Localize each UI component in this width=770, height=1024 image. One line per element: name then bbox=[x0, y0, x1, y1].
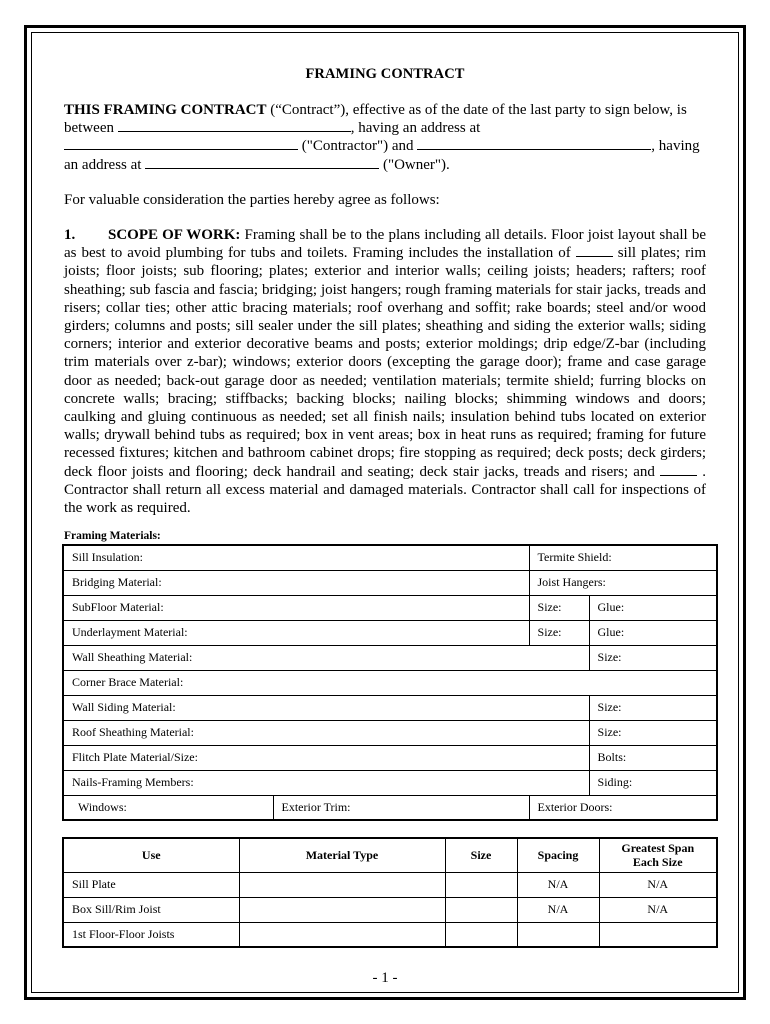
table-row bbox=[63, 595, 717, 620]
underlayment-glue-cell[interactable]: Glue: bbox=[589, 620, 717, 645]
table-row bbox=[63, 645, 717, 670]
table-row bbox=[63, 897, 717, 922]
size-cell[interactable] bbox=[445, 897, 517, 922]
intro-lead: THIS FRAMING CONTRACT bbox=[64, 102, 267, 118]
bolts-cell[interactable]: Bolts: bbox=[589, 745, 717, 770]
underlayment-size-cell[interactable]: Size: bbox=[529, 620, 589, 645]
size-cell[interactable] bbox=[445, 922, 517, 947]
spacing-cell[interactable] bbox=[517, 922, 599, 947]
contractor-name-blank[interactable] bbox=[118, 119, 351, 132]
use-cell: Sill Plate bbox=[63, 872, 239, 897]
framing-materials-table bbox=[62, 544, 718, 821]
table-row bbox=[63, 872, 717, 897]
page-number: - 1 - bbox=[372, 970, 398, 986]
spacing-cell: N/A bbox=[517, 897, 599, 922]
other-items-blank[interactable] bbox=[660, 463, 697, 476]
roof-sheathing-size-cell[interactable]: Size: bbox=[589, 720, 717, 745]
table-row bbox=[63, 795, 717, 820]
wall-siding-material-cell[interactable]: Wall Siding Material: bbox=[63, 695, 589, 720]
material-type-cell[interactable] bbox=[239, 897, 445, 922]
material-type-cell[interactable] bbox=[239, 922, 445, 947]
flitch-plate-cell[interactable]: Flitch Plate Material/Size: bbox=[63, 745, 589, 770]
spacing-cell: N/A bbox=[517, 872, 599, 897]
underlayment-material-cell[interactable]: Underlayment Material: bbox=[63, 620, 529, 645]
material-type-header: Material Type bbox=[239, 838, 445, 872]
framing-members-table bbox=[62, 837, 718, 948]
subfloor-size-cell[interactable]: Size: bbox=[529, 595, 589, 620]
table-row bbox=[63, 670, 717, 695]
greatest-span-header: Greatest Span Each Size bbox=[599, 838, 717, 872]
subfloor-glue-cell[interactable]: Glue: bbox=[589, 595, 717, 620]
termite-shield-cell[interactable]: Termite Shield: bbox=[529, 545, 717, 570]
subfloor-material-cell[interactable]: SubFloor Material: bbox=[63, 595, 529, 620]
scope-paragraph: 1. SCOPE OF WORK: Framing shall be to the plans including all details. Floor joist layout shall be as best to avoid plumbing for tubs and toilets. Framing includes the installation of sill plates; rim joists; floor joists; sub flooring; plates; exterior and interior walls; ceiling joists; headers; rafters; roof sheathing; sub fascia and fascia; bridging; joist hangers; rough framing materials for stair jacks, treads and risers; collar ties; other attic bracing materials; roof overhang and soffit; rake boards; steel and/or wood girders; columns and posts; sill sealer under the sill plates; sheathing and siding the exterior walls; siding corners; interior and exterior decorative beams and posts; exterior moldings; drip edge/Z-bar (including trim materials over z-bar); windows; exterior doors (excepting the garage door); frame and case garage door as needed; back-out garage door as needed; ventilation materials; termite shield; furring blocks on concrete walls; bracing; stiffbacks; backing blocks; nailing blocks; shimming windows and doors; caulking and gluing continuous as needed; set all finish nails; insulation behind tubs located on exterior walls; drywall behind tubs as required; box in vent areas; box in heat runs as required; framing for future recessed fixtures; kitchen and bathroom cabinet drops; fire stopping as required; deck posts; deck girders; deck floor joists and flooring; deck handrail and seating; deck stair jacks, treads and risers; and . Contractor shall return all excess material and damaged materials. Contractor shall call for inspections of the work as required. bbox=[64, 227, 707, 517]
table-row bbox=[63, 695, 717, 720]
sill-plates-blank[interactable] bbox=[576, 244, 613, 257]
span-cell[interactable] bbox=[599, 922, 717, 947]
use-cell: 1st Floor-Floor Joists bbox=[63, 922, 239, 947]
spacing-header: Spacing bbox=[517, 838, 599, 872]
table-row bbox=[63, 720, 717, 745]
exterior-doors-cell[interactable]: Exterior Doors: bbox=[529, 795, 717, 820]
table-row bbox=[63, 770, 717, 795]
use-header: Use bbox=[63, 838, 239, 872]
table-row bbox=[63, 570, 717, 595]
sill-insulation-cell[interactable]: Sill Insulation: bbox=[63, 545, 529, 570]
owner-name-blank[interactable] bbox=[417, 137, 651, 150]
wall-sheathing-material-cell[interactable]: Wall Sheathing Material: bbox=[63, 645, 589, 670]
corner-brace-material-cell[interactable]: Corner Brace Material: bbox=[63, 670, 717, 695]
owner-address-blank[interactable] bbox=[145, 156, 379, 169]
nails-framing-members-cell[interactable]: Nails-Framing Members: bbox=[63, 770, 589, 795]
material-type-cell[interactable] bbox=[239, 872, 445, 897]
wall-sheathing-size-cell[interactable]: Size: bbox=[589, 645, 717, 670]
siding-cell[interactable]: Siding: bbox=[589, 770, 717, 795]
table-header-row bbox=[63, 838, 717, 872]
span-cell: N/A bbox=[599, 897, 717, 922]
framing-materials-label: Framing Materials: bbox=[64, 530, 161, 542]
bridging-material-cell[interactable]: Bridging Material: bbox=[63, 570, 529, 595]
contract-body bbox=[64, 66, 706, 517]
consideration-paragraph: For valuable consideration the parties hereby agree as follows: bbox=[64, 191, 440, 208]
joist-hangers-cell[interactable]: Joist Hangers: bbox=[529, 570, 717, 595]
use-cell: Box Sill/Rim Joist bbox=[63, 897, 239, 922]
windows-cell[interactable]: Windows: bbox=[63, 795, 273, 820]
section-heading: SCOPE OF WORK: bbox=[108, 227, 241, 244]
intro-paragraph: THIS FRAMING CONTRACT (“Contract”), effective as of the date of the last party to sign below, is between , having an address at ("Contractor") and , having an address at ("Owner"). bbox=[64, 102, 700, 173]
contractor-address-blank[interactable] bbox=[64, 137, 298, 150]
size-cell[interactable] bbox=[445, 872, 517, 897]
roof-sheathing-material-cell[interactable]: Roof Sheathing Material: bbox=[63, 720, 589, 745]
table-row bbox=[63, 922, 717, 947]
table-row bbox=[63, 545, 717, 570]
table-row bbox=[63, 620, 717, 645]
wall-siding-size-cell[interactable]: Size: bbox=[589, 695, 717, 720]
span-cell: N/A bbox=[599, 872, 717, 897]
size-header: Size bbox=[445, 838, 517, 872]
document-title: FRAMING CONTRACT bbox=[305, 66, 465, 82]
table-row bbox=[63, 745, 717, 770]
section-number: 1. bbox=[64, 227, 76, 244]
exterior-trim-cell[interactable]: Exterior Trim: bbox=[273, 795, 529, 820]
